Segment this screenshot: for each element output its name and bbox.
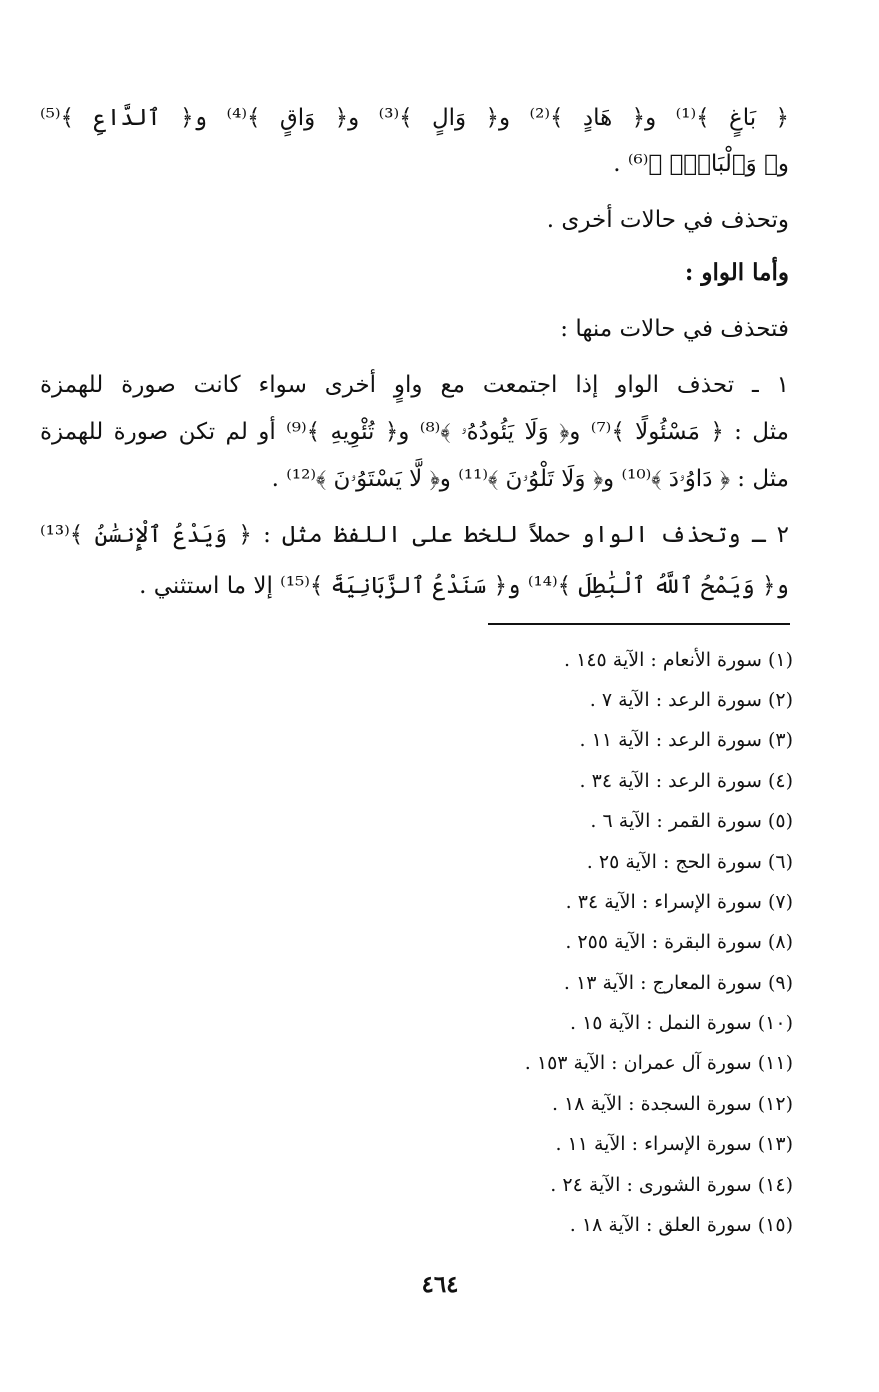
body-line: ﴿ بَاغٍ ﴾⁽¹⁾ و﴿ هَادٍ ﴾⁽²⁾ و﴿ وَالٍ ﴾⁽³⁾ و﴿ وَاقٍ ﴾⁽⁴⁾ و﴿ ٱلدَّاعِ ﴾⁽⁵⁾ <box>40 105 789 131</box>
footnote: (١) سورة الأنعام : الآية ١٤٥ . <box>564 649 793 671</box>
footnote: (٣) سورة الرعد : الآية ١١ . <box>579 729 793 751</box>
body-line: مثل : ﴿ مَسْئُولًا ﴾⁽⁷⁾ و﴿ وَلَا يَئُودُهُۥ ﴾⁽⁸⁾ و﴿ تُئْوِيهِ ﴾⁽⁹⁾ أو لم تكن صورة للهمزة <box>40 419 789 445</box>
footnote: (٥) سورة القمر : الآية ٦ . <box>590 810 793 832</box>
footnote: (١١) سورة آل عمران : الآية ١٥٣ . <box>524 1052 793 1074</box>
footnote-divider <box>488 623 790 625</box>
footnote: (٨) سورة البقرة : الآية ٢٥٥ . <box>565 931 793 953</box>
page-number: ٤٦٤ <box>421 1271 459 1298</box>
footnote: (٧) سورة الإسراء : الآية ٣٤ . <box>565 891 793 913</box>
footnote: (١٢) سورة السجدة : الآية ١٨ . <box>551 1093 793 1115</box>
footnote: (٩) سورة المعارج : الآية ١٣ . <box>563 972 793 994</box>
body-line: ٢ ـ وتحذف الواو حملاً للخط على اللفظ مثل : ﴿ وَيَدْعُ ٱلْإِنسَٰنُ ﴾⁽¹³⁾ <box>40 522 789 548</box>
body-line: ١ ـ تحذف الواو إذا اجتمعت مع واوٍ أخرى سواء كانت صورة للهمزة <box>40 372 789 398</box>
footnote: (١٤) سورة الشورى : الآية ٢٤ . <box>550 1174 793 1196</box>
body-line: و﴿ وَٱلْبَادِۚ ﴾⁽⁶⁾ . <box>613 151 789 177</box>
footnote: (٢) سورة الرعد : الآية ٧ . <box>589 689 793 711</box>
footnote: (١٥) سورة العلق : الآية ١٨ . <box>569 1214 793 1236</box>
footnote: (١٠) سورة النمل : الآية ١٥ . <box>569 1012 793 1034</box>
body-line: مثل : ﴿ دَاوُۥدَ ﴾⁽¹⁰⁾ و﴿ وَلَا تَلْوُۥنَ ﴾⁽¹¹⁾ و﴿ لَّا يَسْتَوُۥنَ ﴾⁽¹²⁾ . <box>271 466 789 492</box>
footnote: (٦) سورة الحج : الآية ٢٥ . <box>586 851 793 873</box>
body-line: وتحذف في حالات أخرى . <box>546 207 789 233</box>
footnote: (١٣) سورة الإسراء : الآية ١١ . <box>555 1133 793 1155</box>
section-heading: وأما الواو : <box>684 259 789 286</box>
body-line: و﴿ وَيَمْحُ ٱللَّهُ ٱلْبَٰطِلَ ﴾⁽¹⁴⁾ و﴿ سَنَدْعُ ٱلزَّبَانِيَةَ ﴾⁽¹⁵⁾ إلا ما استثني . <box>139 573 789 599</box>
body-line: فتحذف في حالات منها : <box>560 316 789 342</box>
footnote: (٤) سورة الرعد : الآية ٣٤ . <box>579 770 793 792</box>
